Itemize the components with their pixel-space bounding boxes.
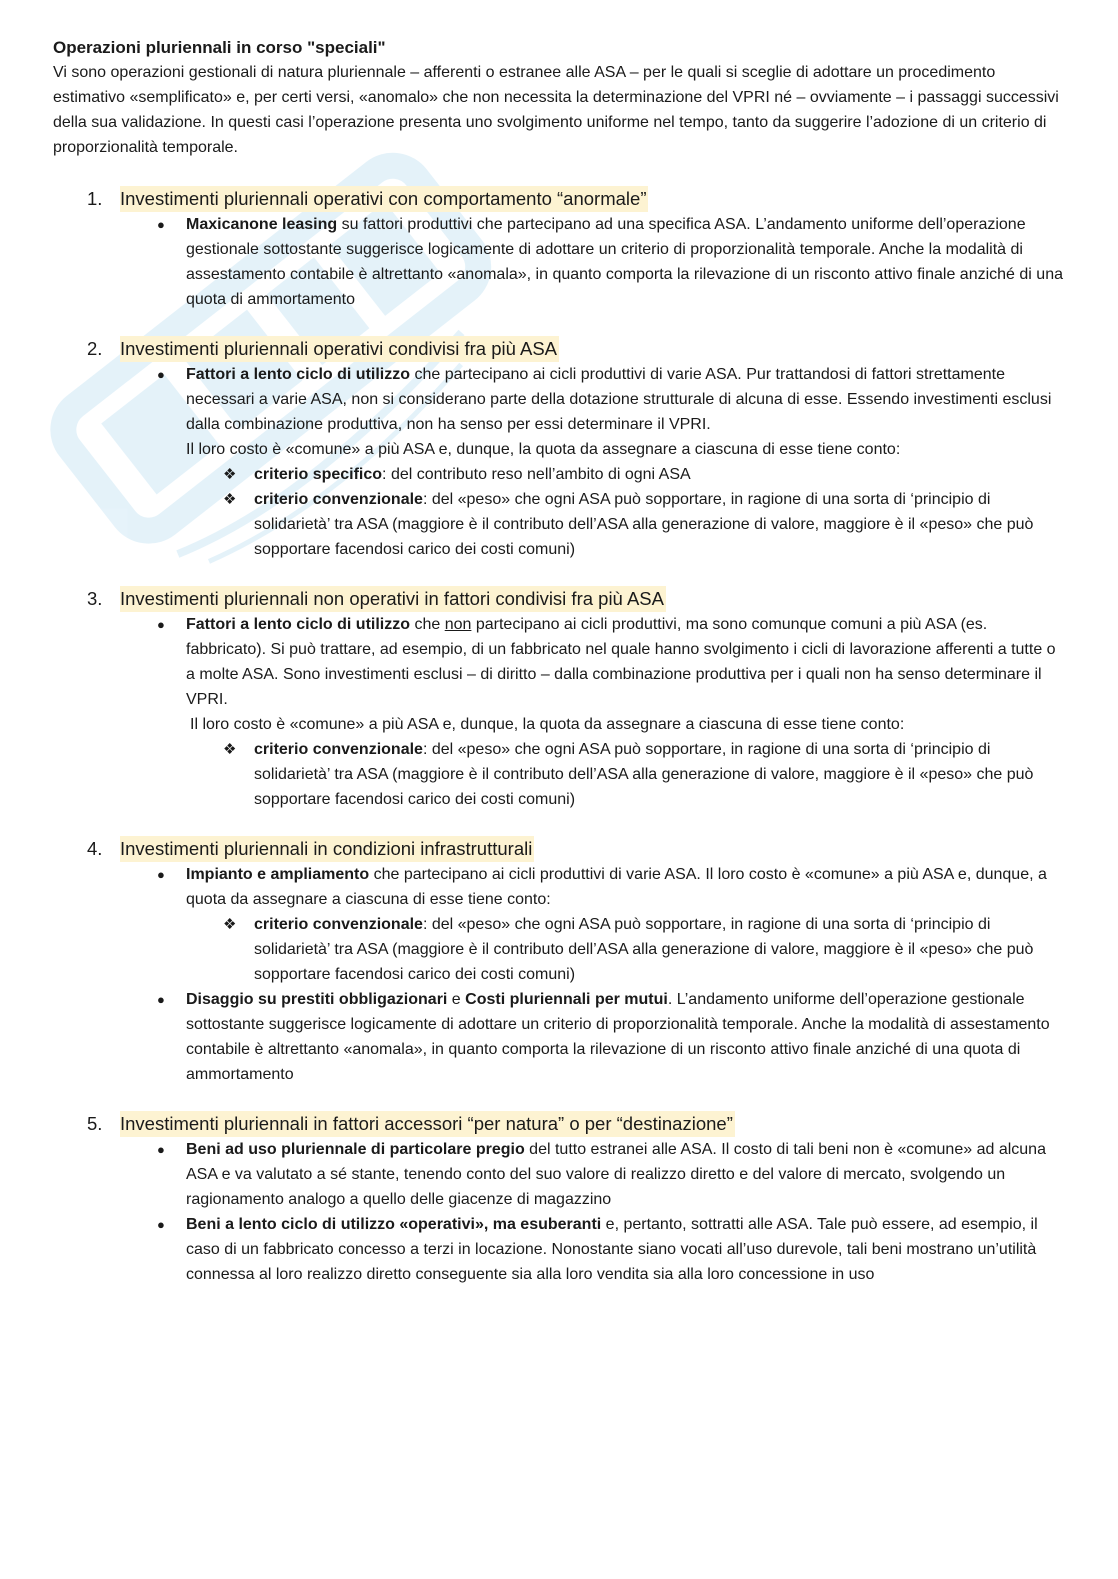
- sub-item: [53, 487, 1063, 562]
- section-title: Investimenti pluriennali operativi con comportamento “anormale”: [120, 186, 648, 212]
- bullet-icon: ●: [157, 992, 165, 1007]
- bullet-icon: ●: [157, 617, 165, 632]
- section-title: Investimenti pluriennali non operativi in fattori condivisi fra più ASA: [120, 586, 666, 612]
- list-item: [53, 862, 1063, 912]
- bold-term: Beni a lento ciclo di utilizzo «operativi», ma esuberanti: [186, 1216, 602, 1233]
- sub-item: [53, 737, 1063, 812]
- section-2: [53, 336, 1063, 562]
- section-number: 2.: [87, 338, 103, 359]
- list-item: [53, 987, 1063, 1087]
- list-item: [53, 1137, 1063, 1212]
- list-item: [53, 362, 1063, 437]
- bold-term: Beni ad uso pluriennale di particolare pregio: [186, 1141, 525, 1158]
- item-text: : del «peso» che ogni ASA può sopportare, in ragione di una sorta di ‘principio di solidarietà’ tra ASA (maggiore è il contributo dell’ASA alla generazione di valore, maggiore è il «peso» che può sopportare facendosi carico dei costi comuni): [254, 741, 1034, 808]
- diamond-bullet-icon: ❖: [223, 466, 237, 483]
- list-item: [53, 1212, 1063, 1287]
- section-title: Investimenti pluriennali in condizioni infrastrutturali: [120, 836, 534, 862]
- document-page: [53, 36, 1063, 1287]
- item-text: che: [410, 616, 445, 633]
- bullet-icon: ●: [157, 367, 165, 382]
- section-title: Investimenti pluriennali operativi condivisi fra più ASA: [120, 336, 559, 362]
- item-text: su fattori produttivi che partecipano ad una specifica ASA. L’andamento uniforme dell’operazione gestionale sottostante suggerisce logicamente di adottare un criterio di proporzionalità temporale. Anche la modalità di assestamento contabile è altrettanto «anomala», in quanto comporta la rilevazione di un risconto attivo finale anziché di una quota di ammortamento: [186, 216, 1063, 308]
- bold-term: Disaggio su prestiti obbligazionari: [186, 991, 448, 1008]
- diamond-bullet-icon: ❖: [223, 741, 237, 758]
- section-number: 5.: [87, 1113, 103, 1134]
- section-number: 4.: [87, 838, 103, 859]
- bullet-icon: ●: [157, 217, 165, 232]
- item-text: : del «peso» che ogni ASA può sopportare, in ragione di una sorta di ‘principio di solidarietà’ tra ASA (maggiore è il contributo dell’ASA alla generazione di valore, maggiore è il «peso» che può sopportare facendosi carico dei costi comuni): [254, 916, 1034, 983]
- bold-term: Maxicanone leasing: [186, 216, 338, 233]
- bold-term: Costi pluriennali per mutui: [465, 991, 668, 1008]
- section-heading: [87, 586, 1063, 612]
- bold-term: Impianto e ampliamento: [186, 866, 370, 883]
- bold-term: Fattori a lento ciclo di utilizzo: [186, 616, 411, 633]
- item-text: del tutto estranei alle ASA. Il costo di tali beni non è «comune» ad alcuna ASA e va valutato a sé stante, tenendo conto del suo valore di realizzo diretto e del valore di mercato, svolgendo un ragionamento analogo a quello delle giacenze di magazzino: [186, 1141, 1046, 1208]
- document-title: Operazioni pluriennali in corso "speciali": [53, 38, 386, 57]
- bold-term: criterio convenzionale: [254, 916, 423, 933]
- section-heading: [87, 186, 1063, 212]
- section-number: 1.: [87, 188, 103, 209]
- diamond-bullet-icon: ❖: [223, 491, 237, 508]
- diamond-bullet-icon: ❖: [223, 916, 237, 933]
- continuation-text: Il loro costo è «comune» a più ASA e, dunque, la quota da assegnare a ciascuna di esse tiene conto:: [186, 441, 901, 458]
- section-3: [53, 586, 1063, 812]
- section-title: Investimenti pluriennali in fattori accessori “per natura” o per “destinazione”: [120, 1111, 735, 1137]
- bold-term: criterio specifico: [254, 466, 383, 483]
- section-number: 3.: [87, 588, 103, 609]
- section-heading: [87, 336, 1063, 362]
- item-text: . L’andamento uniforme dell’operazione gestionale sottostante suggerisce logicamente di adottare un criterio di proporzionalità temporale. Anche la modalità di assestamento contabile è altrettanto «anomala», in quanto comporta la rilevazione di un risconto attivo finale anziché di una quota di ammortamento: [186, 991, 1050, 1083]
- item-text: : del contributo reso nell’ambito di ogni ASA: [382, 466, 691, 483]
- bullet-icon: ●: [157, 1217, 165, 1232]
- list-item: [53, 612, 1063, 712]
- sub-item: [53, 462, 1063, 487]
- bold-term: criterio convenzionale: [254, 491, 423, 508]
- item-text: che partecipano ai cicli produttivi di varie ASA. Il loro costo è «comune» a più ASA e, dunque, a quota da assegnare a ciascuna di esse tiene conto:: [186, 866, 1047, 908]
- underlined-word: non: [444, 616, 472, 633]
- section-1: [53, 186, 1063, 312]
- item-text: partecipano ai cicli produttivi, ma sono comunque comuni a più ASA (es. fabbricato). Si può trattare, ad esempio, di un fabbricato nel quale hanno svolgimento i cicli di lavorazione afferenti a tutte o a molte ASA. Sono investimenti esclusi – di diritto – dalla combinazione produttiva per i quali non ha senso determinare il VPRI.: [186, 616, 1056, 708]
- list-item: [53, 212, 1063, 312]
- bold-term: criterio convenzionale: [254, 741, 423, 758]
- section-heading: [87, 836, 1063, 862]
- item-text: e, pertanto, sottratti alle ASA. Tale può essere, ad esempio, il caso di un fabbricato concesso a terzi in locazione. Nonostante siano vocati all’uso durevole, tali beni mostrano un’utilità connessa al loro realizzo diretto conseguente sia alla loro vendita sia alla loro concessione in uso: [186, 1216, 1038, 1283]
- item-text: : del «peso» che ogni ASA può sopportare, in ragione di una sorta di ‘principio di solidarietà’ tra ASA (maggiore è il contributo dell’ASA alla generazione di valore, maggiore è il «peso» che può sopportare facendosi carico dei costi comuni): [254, 491, 1034, 558]
- bold-term: Fattori a lento ciclo di utilizzo: [186, 366, 411, 383]
- section-heading: [87, 1111, 1063, 1137]
- intro-paragraph: Vi sono operazioni gestionali di natura pluriennale – afferenti o estranee alle ASA – per le quali si sceglie di adottare un procedimento estimativo «semplificato» e, per certi versi, «anomalo» che non necessita la determinazione del VPRI né – ovviamente – i passaggi successivi della sua validazione. In questi casi l’operazione presenta uno svolgimento uniforme nel tempo, tanto da suggerire l’adozione di un criterio di proporzionalità temporale.: [53, 64, 1059, 156]
- continuation-text: Il loro costo è «comune» a più ASA e, dunque, la quota da assegnare a ciascuna di esse tiene conto:: [190, 716, 905, 733]
- item-text: che partecipano ai cicli produttivi di varie ASA. Pur trattandosi di fattori strettamente necessari a varie ASA, non si considerano parte della dotazione strutturale di alcuna di esse. Essendo investimenti esclusi dalla combinazione produttiva, non ha senso per essi determinare il VPRI.: [186, 366, 1052, 433]
- bullet-icon: ●: [157, 867, 165, 882]
- section-5: [53, 1111, 1063, 1287]
- bullet-icon: ●: [157, 1142, 165, 1157]
- section-4: [53, 836, 1063, 1087]
- sub-item: [53, 912, 1063, 987]
- item-text: e: [447, 991, 466, 1008]
